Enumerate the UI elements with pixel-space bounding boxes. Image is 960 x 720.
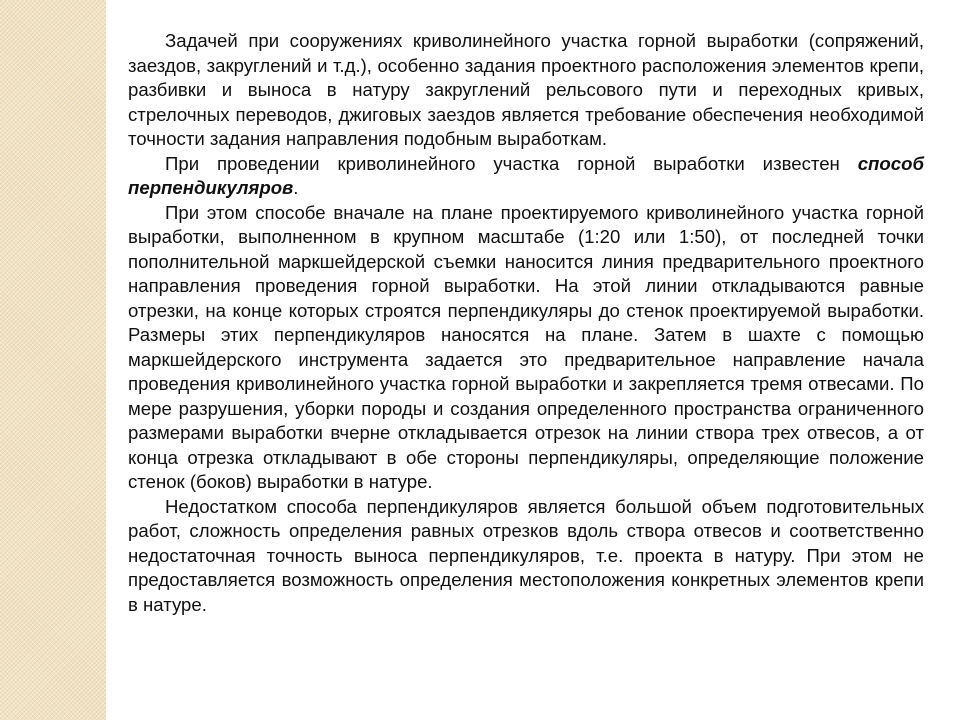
paragraph-1: Задачей при сооружениях криволинейного участка горной выработки (сопряжений, заездов, закруглений и т.д.), особенно задания проектного расположения элементов крепи, разбивки и выноса в натуру закруглений рельсового пути и переходных кривых, стрелочных переводов, джиговых заездов является требование обеспечения необходимой точности задания направления подобным выработкам. xyxy=(128,30,924,149)
decorative-side-strip xyxy=(0,0,106,720)
paragraph-2 xyxy=(128,152,924,201)
paragraph-3: При этом способе вначале на плане проектируемого криволинейного участка горной выработки, выполненном в крупном масштабе (1:20 или 1:50), от последней точки пополнительной маркшейдерской съемки наносится линия предварительного проектного направления проведения горной выработки. На этой линии откладываются равные отрезки, на конце которых строятся перпендикуляры до стенок проектируемой выработки. Размеры этих перпендикуляров наносятся на плане. Затем в шахте с помощью маркшейдерского инструмента задается это предварительное направление начала проведения криволинейного участка горной выработки и закрепляется тремя отвесами. По мере разрушения, уборки породы и создания определенного пространства ограниченного размерами выработки вчерне откладывается отрезок на линии створа трех отвесов, а от конца отрезка откладывают в обе стороны перпендикуляры, определяющие положение стенок (боков) выработки в натуре. xyxy=(128,201,924,492)
paragraph-2-emphasis: способ перпендикуляров xyxy=(128,152,924,198)
paragraph-4: Недостатком способа перпендикуляров является большой объем подготовительных работ, сложность определения равных отрезков вдоль створа отвесов и соответственно недостаточная точность выноса перпендикуляров, т.е. проекта в натуру. При этом не предоставляется возможность определения местоположения конкретных элементов крепи в натуре. xyxy=(128,495,924,615)
paragraph-2-text: При проведении криволинейного участка горной выработки известен xyxy=(165,152,858,174)
document-body xyxy=(128,29,924,617)
paragraph-2-end: . xyxy=(293,177,299,198)
